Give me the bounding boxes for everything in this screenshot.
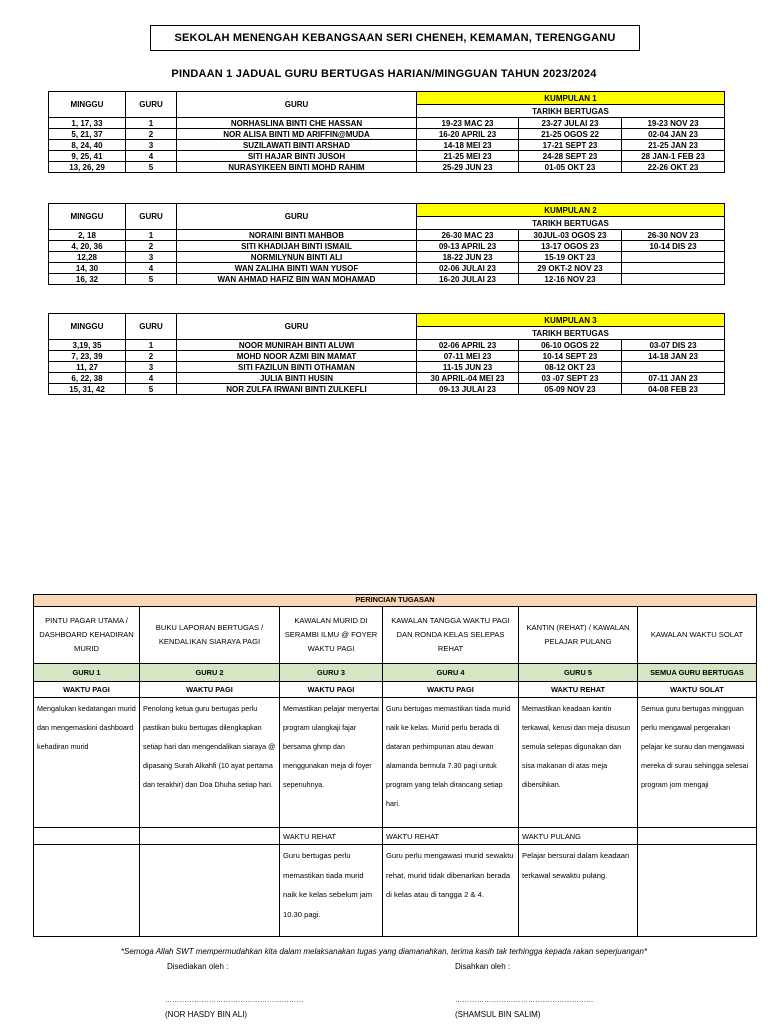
duty-time: WAKTU PAGI <box>383 682 519 698</box>
duty-row <box>49 362 725 373</box>
week-numbers: 11, 27 <box>49 362 126 373</box>
week-numbers: 1, 17, 33 <box>49 118 126 129</box>
teacher-number: 4 <box>126 263 177 274</box>
duty-date-2: 29 OKT-2 NOV 23 <box>519 263 622 274</box>
assigned-teacher: GURU 5 <box>519 664 638 682</box>
duty-time: WAKTU PAGI <box>34 682 140 698</box>
school-name-box <box>150 25 640 51</box>
teacher-name: SITI HAJAR BINTI JUSOH <box>177 151 417 162</box>
duty-date-1: 25-29 JUN 23 <box>417 162 519 173</box>
guru-name-header: GURU <box>177 92 417 118</box>
duty-group-table <box>48 203 725 285</box>
prepared-by-label: Disediakan oleh : <box>167 962 229 971</box>
duty-date-3: 02-04 JAN 23 <box>622 129 725 140</box>
duty-date-3: 10-14 DIS 23 <box>622 241 725 252</box>
duty-description: Penolong ketua guru bertugas perlu pastikan buku bertugas dilengkapkan setiap hari dan mengendalikan siaraya @ dipasang Surah Alkahfi (10 ayat pertama dan terakhir) dan Doa Dhuha setiap hari. <box>140 698 280 828</box>
week-numbers: 14, 30 <box>49 263 126 274</box>
duty-date-2: 24-28 SEPT 23 <box>519 151 622 162</box>
assigned-teacher: GURU 4 <box>383 664 519 682</box>
teacher-number: 2 <box>126 351 177 362</box>
teacher-name: SUZILAWATI BINTI ARSHAD <box>177 140 417 151</box>
duty-row <box>49 252 725 263</box>
duty-group-table <box>48 313 725 395</box>
teacher-number: 4 <box>126 373 177 384</box>
duty-row <box>49 384 725 395</box>
school-name: SEKOLAH MENENGAH KEBANGSAAN SERI CHENEH, KEMAMAN, TERENGGANU <box>174 32 616 44</box>
minggu-header: MINGGU <box>49 314 126 340</box>
duty-date-3: 28 JAN-1 FEB 23 <box>622 151 725 162</box>
duty-area-header: PINTU PAGAR UTAMA / DASHBOARD KEHADIRAN MURID <box>34 607 140 664</box>
duty-date-2: 23-27 JULAI 23 <box>519 118 622 129</box>
secondary-duty-description <box>34 845 140 937</box>
secondary-duty-description: Guru perlu mengawasi murid sewaktu rehat, murid tidak dibenarkan berada di kelas atau di tangga 2 & 4. <box>383 845 519 937</box>
duty-date-3: 22-26 OKT 23 <box>622 162 725 173</box>
task-details-table <box>33 594 757 937</box>
duty-date-3: 04-08 FEB 23 <box>622 384 725 395</box>
duty-date-2: 12-16 NOV 23 <box>519 274 622 285</box>
secondary-duty-time <box>34 828 140 845</box>
secondary-duty-description <box>638 845 757 937</box>
duty-date-1: 19-23 MAC 23 <box>417 118 519 129</box>
duty-area-header: KANTIN (REHAT) / KAWALAN PELAJAR PULANG <box>519 607 638 664</box>
duty-description: Memastikan keadaan kantin terkawal, kerusi dan meja disusun semula selepas digunakan dan sisa makanan di atas meja dibersihkan. <box>519 698 638 828</box>
duty-date-2: 06-10 OGOS 22 <box>519 340 622 351</box>
duty-group-table <box>48 91 725 173</box>
teacher-number: 2 <box>126 241 177 252</box>
assigned-teacher: GURU 3 <box>280 664 383 682</box>
secondary-duty-time: WAKTU REHAT <box>383 828 519 845</box>
teacher-number: 3 <box>126 252 177 263</box>
duty-date-2: 01-05 OKT 23 <box>519 162 622 173</box>
guru-name-header: GURU <box>177 314 417 340</box>
group-label: KUMPULAN 3 <box>417 314 725 327</box>
week-numbers: 15, 31, 42 <box>49 384 126 395</box>
duty-date-1: 14-18 MEI 23 <box>417 140 519 151</box>
duty-row <box>49 151 725 162</box>
group-label: KUMPULAN 2 <box>417 204 725 217</box>
duty-date-3: 03-07 DIS 23 <box>622 340 725 351</box>
duty-date-2: 03 -07 SEPT 23 <box>519 373 622 384</box>
duty-row <box>49 351 725 362</box>
week-numbers: 9, 25, 41 <box>49 151 126 162</box>
document-title: PINDAAN 1 JADUAL GURU BERTUGAS HARIAN/MINGGUAN TAHUN 2023/2024 <box>171 68 597 80</box>
duty-description: Guru bertugas memastikan tiada murid naik ke kelas. Murid perlu berada di dataran perhimpunan atau dewan alamanda bermula 7.30 pagi untuk program yang telah dirancang setiap hari. <box>383 698 519 828</box>
minggu-header: MINGGU <box>49 92 126 118</box>
duty-row <box>49 373 725 384</box>
week-numbers: 16, 32 <box>49 274 126 285</box>
duty-row <box>49 241 725 252</box>
closing-note: *Semoga Allah SWT mempermudahkan kita dalam melaksanakan tugas yang diamanahkan, terima kasih tak terhingga kepada rakan seperjuangan* <box>120 947 648 956</box>
duty-date-3: 21-25 JAN 23 <box>622 140 725 151</box>
teacher-number: 5 <box>126 162 177 173</box>
duty-date-1: 16-20 APRIL 23 <box>417 129 519 140</box>
duty-dates-header: TARIKH BERTUGAS <box>417 327 725 340</box>
duty-date-2: 21-25 OGOS 22 <box>519 129 622 140</box>
assigned-teacher: GURU 1 <box>34 664 140 682</box>
teacher-name: NOOR MUNIRAH BINTI ALUWI <box>177 340 417 351</box>
task-table-title: PERINCIAN TUGASAN <box>34 595 757 607</box>
teacher-name: NORHASLINA BINTI CHE HASSAN <box>177 118 417 129</box>
week-numbers: 7, 23, 39 <box>49 351 126 362</box>
teacher-number: 2 <box>126 129 177 140</box>
duty-date-3: 14-18 JAN 23 <box>622 351 725 362</box>
duty-date-2: 10-14 SEPT 23 <box>519 351 622 362</box>
duty-date-2: 13-17 OGOS 23 <box>519 241 622 252</box>
teacher-name: JULIA BINTI HUSIN <box>177 373 417 384</box>
duty-dates-header: TARIKH BERTUGAS <box>417 217 725 230</box>
approved-signature-line: ………………………………………………… <box>455 997 594 1004</box>
teacher-number: 1 <box>126 118 177 129</box>
duty-area-header: KAWALAN MURID DI SERAMBI ILMU @ FOYER WAKTU PAGI <box>280 607 383 664</box>
duty-time: WAKTU REHAT <box>519 682 638 698</box>
duty-date-3: 26-30 NOV 23 <box>622 230 725 241</box>
prepared-signature-line: ………………………………………………… <box>165 997 304 1004</box>
duty-date-2: 15-19 OKT 23 <box>519 252 622 263</box>
secondary-duty-description: Guru bertugas perlu memastikan tiada murid naik ke kelas sebelum jam 10.30 pagi. <box>280 845 383 937</box>
guru-number-header: GURU <box>126 92 177 118</box>
week-numbers: 6, 22, 38 <box>49 373 126 384</box>
duty-time: WAKTU PAGI <box>280 682 383 698</box>
week-numbers: 8, 24, 40 <box>49 140 126 151</box>
duty-row <box>49 263 725 274</box>
week-numbers: 2, 18 <box>49 230 126 241</box>
duty-date-3 <box>622 274 725 285</box>
teacher-name: SITI FAZILUN BINTI OTHAMAN <box>177 362 417 373</box>
week-numbers: 4, 20, 36 <box>49 241 126 252</box>
prepared-by-name: (NOR HASDY BIN ALI) <box>165 1010 248 1019</box>
duty-dates-header: TARIKH BERTUGAS <box>417 105 725 118</box>
teacher-name: WAN AHMAD HAFIZ BIN WAN MOHAMAD <box>177 274 417 285</box>
teacher-name: SITI KHADIJAH BINTI ISMAIL <box>177 241 417 252</box>
duty-description: Mengalukan kedatangan murid dan mengemaskini dashboard kehadiran murid <box>34 698 140 828</box>
secondary-duty-time: WAKTU REHAT <box>280 828 383 845</box>
duty-area-header: KAWALAN WAKTU SOLAT <box>638 607 757 664</box>
duty-date-1: 18-22 JUN 23 <box>417 252 519 263</box>
duty-date-3 <box>622 252 725 263</box>
duty-date-1: 26-30 MAC 23 <box>417 230 519 241</box>
duty-description: Semua guru bertugas mingguan perlu mengawal pergerakan pelajar ke surau dan mengawasi mereka di surau sehingga selesai program jom mengaji <box>638 698 757 828</box>
teacher-name: NOR ALISA BINTI MD ARIFFIN@MUDA <box>177 129 417 140</box>
guru-number-header: GURU <box>126 314 177 340</box>
assigned-teacher: SEMUA GURU BERTUGAS <box>638 664 757 682</box>
guru-number-header: GURU <box>126 204 177 230</box>
duty-row <box>49 274 725 285</box>
teacher-number: 3 <box>126 362 177 373</box>
duty-date-2: 05-09 NOV 23 <box>519 384 622 395</box>
duty-row <box>49 140 725 151</box>
duty-date-1: 09-13 JULAI 23 <box>417 384 519 395</box>
secondary-duty-description: Pelajar bersurai dalam keadaan terkawal sewaktu pulang. <box>519 845 638 937</box>
teacher-number: 5 <box>126 274 177 285</box>
secondary-duty-time <box>140 828 280 845</box>
teacher-number: 5 <box>126 384 177 395</box>
duty-date-3 <box>622 362 725 373</box>
teacher-name: NOR ZULFA IRWANI BINTI ZULKEFLI <box>177 384 417 395</box>
duty-row <box>49 340 725 351</box>
duty-date-2: 17-21 SEPT 23 <box>519 140 622 151</box>
duty-row <box>49 230 725 241</box>
duty-date-1: 16-20 JULAI 23 <box>417 274 519 285</box>
teacher-number: 1 <box>126 340 177 351</box>
secondary-duty-time <box>638 828 757 845</box>
secondary-duty-time: WAKTU PULANG <box>519 828 638 845</box>
duty-area-header: KAWALAN TANGGA WAKTU PAGI DAN RONDA KELAS SELEPAS REHAT <box>383 607 519 664</box>
duty-date-1: 09-13 APRIL 23 <box>417 241 519 252</box>
duty-row <box>49 129 725 140</box>
duty-date-3 <box>622 263 725 274</box>
duty-date-1: 11-15 JUN 23 <box>417 362 519 373</box>
duty-date-2: 30JUL-03 OGOS 23 <box>519 230 622 241</box>
minggu-header: MINGGU <box>49 204 126 230</box>
duty-date-3: 19-23 NOV 23 <box>622 118 725 129</box>
teacher-name: WAN ZALIHA BINTI WAN YUSOF <box>177 263 417 274</box>
duty-row <box>49 118 725 129</box>
duty-description: Memastikan pelajar menyertai program ulangkaji fajar bersama ghmp dan menggunakan meja di foyer sepenuhnya. <box>280 698 383 828</box>
duty-date-1: 21-25 MEI 23 <box>417 151 519 162</box>
week-numbers: 5, 21, 37 <box>49 129 126 140</box>
duty-date-1: 02-06 JULAI 23 <box>417 263 519 274</box>
duty-date-1: 30 APRIL-04 MEI 23 <box>417 373 519 384</box>
teacher-number: 3 <box>126 140 177 151</box>
duty-time: WAKTU PAGI <box>140 682 280 698</box>
approved-by-label: Disahkan oleh : <box>455 962 511 971</box>
teacher-name: NORMILYNUN BINTI ALI <box>177 252 417 263</box>
week-numbers: 13, 26, 29 <box>49 162 126 173</box>
duty-date-1: 02-06 APRIL 23 <box>417 340 519 351</box>
teacher-number: 1 <box>126 230 177 241</box>
duty-date-1: 07-11 MEI 23 <box>417 351 519 362</box>
duty-row <box>49 162 725 173</box>
secondary-duty-description <box>140 845 280 937</box>
duty-date-3: 07-11 JAN 23 <box>622 373 725 384</box>
assigned-teacher: GURU 2 <box>140 664 280 682</box>
week-numbers: 12,28 <box>49 252 126 263</box>
teacher-name: NORAINI BINTI MAHBOB <box>177 230 417 241</box>
duty-time: WAKTU SOLAT <box>638 682 757 698</box>
approved-by-name: (SHAMSUL BIN SALIM) <box>455 1010 541 1019</box>
duty-date-2: 08-12 OKT 23 <box>519 362 622 373</box>
guru-name-header: GURU <box>177 204 417 230</box>
teacher-name: MOHD NOOR AZMI BIN MAMAT <box>177 351 417 362</box>
duty-area-header: BUKU LAPORAN BERTUGAS / KENDALIKAN SIARAYA PAGI <box>140 607 280 664</box>
group-label: KUMPULAN 1 <box>417 92 725 105</box>
week-numbers: 3,19, 35 <box>49 340 126 351</box>
teacher-number: 4 <box>126 151 177 162</box>
teacher-name: NURASYIKEEN BINTI MOHD RAHIM <box>177 162 417 173</box>
